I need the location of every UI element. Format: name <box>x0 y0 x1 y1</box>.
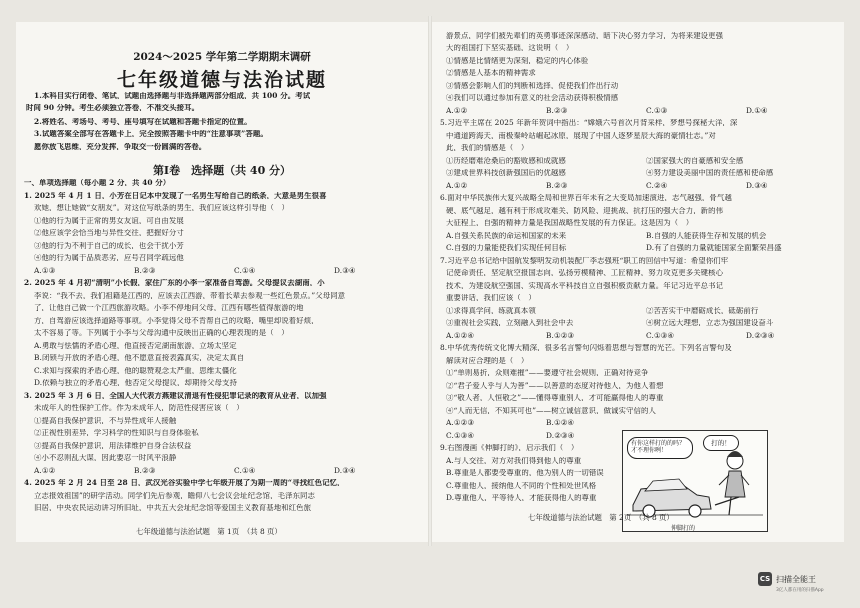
question-5-item: ④努力建设美丽中国的责任感和使命感 <box>646 169 774 177</box>
question-4-text: 大的祖国打下坚实基础，这说明（ ） <box>446 44 574 52</box>
question-5-option-c: C.②④ <box>646 182 668 190</box>
question-2-option-a: A.勇敢与怯懦的矛盾心理，他直接否定湖南旅游，立场太坚定 <box>34 342 237 350</box>
question-3-option-a: A.①② <box>34 467 56 475</box>
question-7-option-a: A.①②④ <box>446 332 475 340</box>
question-2-text: 方，自驾游应该选择道路等事项。小李觉得父母不肯帮自己的攻略，嘴里却说着好烦， <box>34 317 319 325</box>
question-3-item: ②正视性别差异，学习科学的性知识与自身体验私 <box>34 429 199 437</box>
question-3-option-b: B.②③ <box>134 467 156 475</box>
notice-line: 愿你放飞思维，充分发挥，争取交一份圆满的答卷。 <box>34 143 207 151</box>
question-8-item: ②“君子爱人乎与人为善”——以善意的态度对待他人，为他人着想 <box>446 382 664 390</box>
question-6-text: 硬、底气越足，越有利于形成攻难关、防风险、迎挑战、抗打压的强大合力，新的伟 <box>446 207 724 215</box>
question-2-text: 了，让他自己做一个江西旅游攻略。小李不停地问父母，江西有哪些值得旅游的地 <box>34 304 304 312</box>
question-7-item: ④树立远大理想，立志为强国建设奋斗 <box>646 319 774 327</box>
scanner-watermark <box>758 572 816 586</box>
question-7-text: 记使命责任，坚定航空报国志向，弘扬劳模精神、工匠精神，努力攻克更多关键核心 <box>446 269 724 277</box>
camscanner-icon: CS <box>758 572 772 586</box>
exam-title: 2024～2025 学年第二学期期末调研 <box>133 51 311 63</box>
question-8-option-a: A.①②③ <box>446 419 475 427</box>
question-6-option-a: A.自强关系民族的命运和国家的未来 <box>446 232 567 240</box>
question-2: 2. 2025 年 4 月初“清明”小长假，家住广东的小李一家准备自驾游。父母提议去湖南，小 <box>24 279 325 287</box>
question-9-option-a: A.与人交往，对方对我们得到他人的尊重 <box>446 457 582 465</box>
question-6: 6.面对中华民族伟大复兴战略全局和世界百年未有之大变局加速演进，志气越强，骨气越 <box>440 194 732 202</box>
question-7-item: ②苦苦实干中磨砺成长，砥砺前行 <box>646 307 759 315</box>
notice-line: 2.将姓名、考场号、考号、座号填写在试题和答题卡指定的位置。 <box>34 118 252 126</box>
question-4-option-d: D.①④ <box>746 107 768 115</box>
part-heading: 一、单项选择题（每小题 2 分，共 40 分） <box>24 179 171 187</box>
question-5-item: ②国家强大的自豪感和安全感 <box>646 157 744 165</box>
question-4-text: 游景点，同学们被先辈们的英勇事迹深深感动，暗下决心努力学习，为将来建设更强 <box>446 32 724 40</box>
question-7-option-b: B.①②③ <box>546 332 575 340</box>
question-3-item: ④小不忍则乱大谋，因此要忍一时风平浪静 <box>34 454 177 462</box>
question-3-option-c: C.①④ <box>234 467 256 475</box>
question-5-option-a: A.①② <box>446 182 468 190</box>
question-1-text: 欢她，想让她做“女朋友”。对这位写纸条的男生，我们应该这样引导他（ ） <box>34 204 289 212</box>
question-8-option-c: C.①③④ <box>446 432 475 440</box>
notice-line: 1.本科目实行闭卷、笔试，试题由选择题与非选择题两部分组成，共 100 分。考试 <box>34 92 311 100</box>
question-1-item: ④他的行为属于品质恶劣，应号召同学疏远他 <box>34 254 184 262</box>
question-8: 8.中华优秀传统文化博大精深，很多名言警句闪烁着思想与智慧的光芒。下列名言警句及 <box>440 344 732 352</box>
question-1: 1. 2025 年 4 月 1 日，小芳在日记本中发现了一名男生写给自己的纸条，大意是男生很喜 <box>24 192 327 200</box>
question-5-option-b: B.②③ <box>546 182 568 190</box>
question-7-text: 技术，为建设航空强国、实现高水平科技自立自强积极贡献力量。年记习近平总书记 <box>446 282 724 290</box>
question-6-option-c: C.自强的力量能使我们实现任何目标 <box>446 244 567 252</box>
question-6-text: 大征程上，自强的精神力量是我国战略性发展的有力保证。这是因为（ ） <box>446 219 694 227</box>
question-5-text: 中通道跨海天，南极秦岭站崛起冰原，展现了中国人逐梦星辰大海的豪情壮志。”对 <box>446 132 716 140</box>
question-8-item: ④“人而无信，不知其可也”——树立诚信意识，做诚实守信的人 <box>446 407 657 415</box>
question-4: 4. 2025 年 2 月 24 日至 28 日，武汉光谷实验中学七年级开展了为期一周的“寻找红色记忆， <box>24 479 345 487</box>
question-3-text: 未成年人的性保护工作。作为未成年人，防范性侵害应该（ ） <box>34 404 244 412</box>
question-1-item: ③他的行为不利于自己的成长，也会干扰小芳 <box>34 242 184 250</box>
question-4-item: ④我们可以通过参加有意义的社会活动获得积极情感 <box>446 94 619 102</box>
question-8-item: ①“单则易折，众则难摧”——要遵守社会规则，正确对待竞争 <box>446 369 649 377</box>
question-1-option-d: D.③④ <box>334 267 356 275</box>
question-2-option-d: D.依赖与独立的矛盾心理，他否定父母提议，却期待父母支持 <box>34 379 237 387</box>
subject-title: 七年级道德与法治试题 <box>116 69 327 91</box>
question-8-option-d: D.②③④ <box>546 432 575 440</box>
question-4-text: 立志报效祖国”的研学活动。同学们先后参观，瞻仰八七会议会址纪念馆，毛泽东同志 <box>34 492 316 500</box>
question-1-item: ②他应该学会恰当地与异性交往，把握好分寸 <box>34 229 184 237</box>
section-title: 第Ⅰ卷 选择题（共 40 分） <box>152 164 292 177</box>
question-6-option-d: D.有了自强的力量就能国家全面繁荣昌盛 <box>646 244 782 252</box>
question-9-option-c: C.尊重他人，接纳他人不同的个性和处世风格 <box>446 482 597 490</box>
exam-page-2 <box>432 22 844 542</box>
question-3-item: ①提高自我保护意识，不与异性成年人接触 <box>34 417 177 425</box>
question-7: 7.习近平总书记给中国航发黎明发动机装配厂李志强班“职工的回信中写道：希望你们牢 <box>440 257 729 265</box>
question-1-option-b: B.②③ <box>134 267 156 275</box>
question-3-item: ③提高自我保护意识，用法律维护自身合法权益 <box>34 442 192 450</box>
scanner-app-name: 扫描全能王 <box>776 574 816 584</box>
question-4-option-c: C.①③ <box>646 107 668 115</box>
question-1-option-a: A.①③ <box>34 267 56 275</box>
question-9-option-b: B.尊重是人都要受尊重的，他为别人的一切错误 <box>446 469 604 477</box>
exam-page-1 <box>16 22 428 542</box>
question-5-option-d: D.③④ <box>746 182 768 190</box>
question-9: 9.右图漫画《伸脚打的》，启示我们（ ） <box>440 444 579 452</box>
question-8-option-b: B.①②④ <box>546 419 575 427</box>
question-5-text: 此，我们的情感是（ ） <box>446 144 529 152</box>
question-6-option-b: B.自强的人能获得生存和发展的机会 <box>646 232 767 240</box>
cartoon-caption: 伸脚打的 <box>671 525 696 532</box>
question-4-item: ③情感会影响人们的判断和选择，促使我们作出行动 <box>446 82 619 90</box>
question-4-option-a: A.①② <box>446 107 468 115</box>
question-1-item: ①他的行为属于正常的男女友谊，可自由发展 <box>34 217 184 225</box>
page-footer: 七年级道德与法治试题 第 2页 （共 8 页） <box>528 513 674 522</box>
question-2-text: 李说：“我不去，我们祖籍是江西的，应该去江西游，带着长辈去参观一些红色景点。”父母同意 <box>34 292 346 300</box>
scanner-app-tagline: 3亿人都在用的扫描App <box>776 588 824 593</box>
question-2-option-b: B.闭锁与开放的矛盾心理，他不愿意直接表露真实，决定太真自 <box>34 354 245 362</box>
speech-bubble: 打的！ <box>703 435 739 451</box>
question-7-option-c: C.①③④ <box>646 332 675 340</box>
question-5-item: ③建成世界科技创新强国后的优越感 <box>446 169 566 177</box>
cartoon-drawing <box>623 431 767 521</box>
question-4-text: 旧居，中央农民运动讲习所旧址，中共五大会址纪念馆等爱国主义教育基地和红色旅 <box>34 504 312 512</box>
question-2-text: 太不容易了等。下列属于小李与父母沟通中反映出正确的心理表现的是（ ） <box>34 329 289 337</box>
question-4-item: ①情感是比情绪更为深刻，稳定的内心体验 <box>446 57 589 65</box>
speech-bubble: 有你这样打的的吗？才不理你咧！ <box>627 437 693 459</box>
question-2-option-c: C.求知与探索的矛盾心理，他的聪赞观念太严重，思维太僵化 <box>34 367 237 375</box>
page-footer: 七年级道德与法治试题 第 1页 （共 8 页） <box>136 527 282 536</box>
question-9-option-d: D.尊重他人，平等待人，才能获得他人的尊重 <box>446 494 597 502</box>
question-7-option-d: D.②③④ <box>746 332 775 340</box>
question-4-option-b: B.②③ <box>546 107 568 115</box>
question-4-item: ②情感是人基本的精神需求 <box>446 69 536 77</box>
question-8-item: ③“敬人者，人恒敬之”——懂得尊重别人，才可能赢得他人的尊重 <box>446 394 664 402</box>
question-5-item: ①历经磨难沧桑后的豁败感和成就感 <box>446 157 566 165</box>
question-7-item: ①求得真学问，练就真本领 <box>446 307 536 315</box>
question-3-option-d: D.③④ <box>334 467 356 475</box>
question-7-item: ③重视社会实践，立刻融入到社会中去 <box>446 319 574 327</box>
notice-line: 时间 90 分钟。考生必须独立答卷，不准交头接耳。 <box>26 104 200 112</box>
question-7-text: 重要讲话，我们应该（ ） <box>446 294 536 302</box>
question-8-text: 解读对应合理的是（ ） <box>446 357 529 365</box>
notice-line: 3.试题答案全部写在答题卡上，完全按照答题卡中的“注意事项”答题。 <box>34 130 268 138</box>
question-3: 3. 2025 年 3 月 6 日，全国人大代表方燕建议清退有性侵犯罪记录的教育从业者，以加强 <box>24 392 327 400</box>
question-5: 5.习近平主席在 2025 年新年贺词中指出：“嫦娥六号首次月背采样，梦想号探秘大洋，深 <box>440 119 738 127</box>
question-1-option-c: C.①④ <box>234 267 256 275</box>
